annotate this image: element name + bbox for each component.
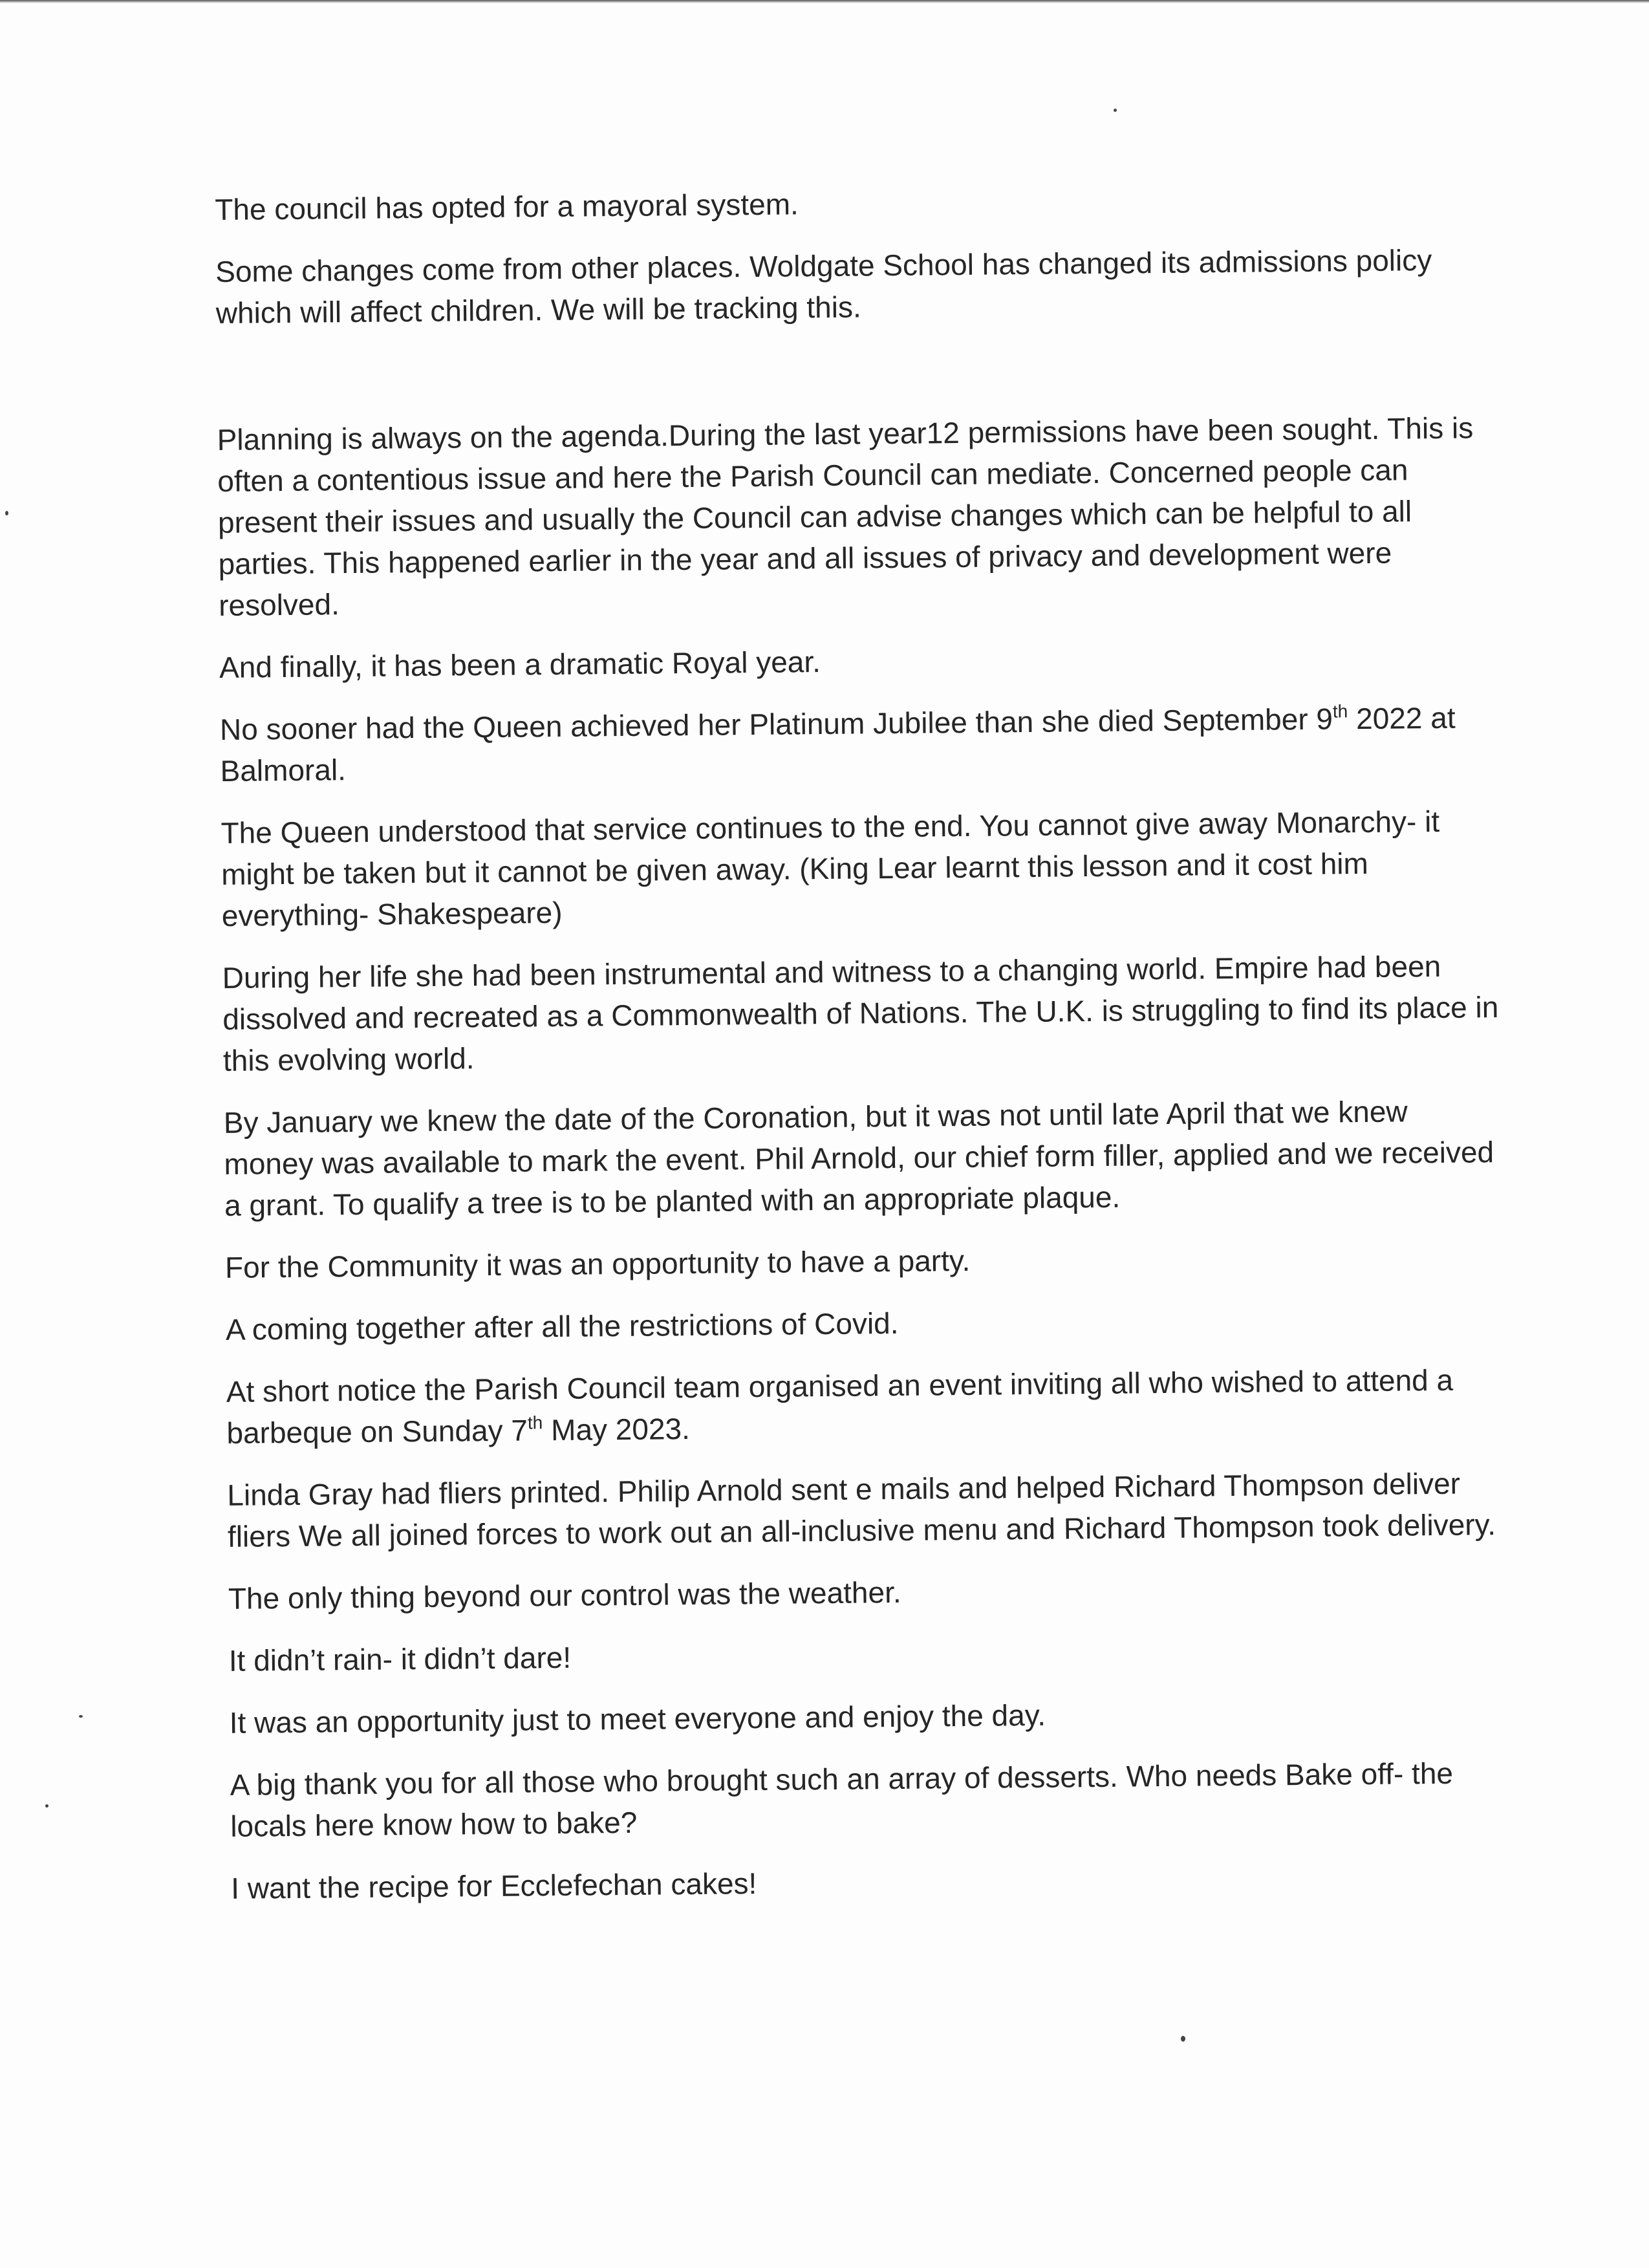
paragraph-community-party: For the Community it was an opportunity to have a party.: [224, 1243, 971, 1284]
paragraph-fliers: Linda Gray had fliers printed. Philip Arnold sent e mails and helped Richard Thompson deliver fliers We all joined forces to work out an all-inclusive menu and Richard Thompson took delivery.: [227, 1466, 1496, 1553]
paragraph-queen-died: [220, 697, 1501, 792]
ordinal-suffix: th: [1332, 701, 1348, 722]
paragraph-planning: Planning is always on the agenda.During the last year12 permissions have been sought. This is often a contentious issue and here the Parish Council can mediate. Concerned people can present their issues and usually the Council can advise changes which can be helpful to all parties. This happened earlier in the year and all issues of privacy and development were resolved.: [217, 411, 1474, 622]
paragraph-coming-together: A coming together after all the restrictions of Covid.: [225, 1306, 899, 1346]
paragraph-didnt-rain: It didn’t rain- it didn’t dare!: [228, 1640, 572, 1678]
scan-speck: [5, 511, 8, 515]
document-body: [215, 177, 1512, 1930]
paragraph-barbeque-post: May 2023.: [543, 1412, 691, 1447]
paragraph-service: The Queen understood that service continues to the end. You cannot give away Monarchy- it might be taken but it cannot be given away. (King Lear learnt this lesson and it cost him everything- Shakespeare): [221, 804, 1440, 933]
paragraph-changing-world: During her life she had been instrumental and witness to a changing world. Empire had been dissolved and recreated as a Commonwealth of Nations. The U.K. is struggling to find its place in this evolving world.: [222, 949, 1499, 1077]
ordinal-suffix: th: [527, 1412, 543, 1433]
paragraph-woldgate-school: Some changes come from other places. Woldgate School has changed its admissions policy which will affect children. We will be tracking this.: [215, 243, 1432, 330]
paragraph-ecclefechan: I want the recipe for Ecclefechan cakes!: [230, 1866, 757, 1905]
scan-top-edge: [0, 0, 1649, 3]
paragraph-desserts: A big thank you for all those who brought such an array of desserts. Who needs Bake off- the locals here know how to bake?: [230, 1756, 1454, 1843]
blank-gap: [216, 342, 1497, 419]
paragraph-weather: The only thing beyond our control was the weather.: [228, 1575, 901, 1615]
paragraph-queen-died-post: 2022 at Balmoral.: [220, 700, 1456, 788]
scan-speck: [45, 1804, 48, 1808]
paragraph-coronation-grant: By January we knew the date of the Coronation, but it was not until late April that we knew money was available to mark the event. Phil Arnold, our chief form filler, applied and we received a grant. To qualify a tree is to be planted with an appropriate plaque.: [223, 1094, 1494, 1222]
paragraph-meet-everyone: It was an opportunity just to meet everyone and enjoy the day.: [229, 1698, 1046, 1740]
scan-speck: [1114, 109, 1117, 112]
scan-speck: [1181, 2036, 1185, 2042]
paragraph-queen-died-pre: No sooner had the Queen achieved her Platinum Jubilee than she died September 9: [219, 702, 1333, 746]
paragraph-barbeque-event: [226, 1359, 1507, 1454]
paragraph-barbeque-pre: At short notice the Parish Council team organised an event inviting all who wished to attend a barbeque on Sunday 7: [226, 1363, 1454, 1450]
paragraph-royal-year: And finally, it has been a dramatic Royal year.: [219, 645, 821, 684]
paragraph-mayoral-system: The council has opted for a mayoral system.: [215, 187, 799, 226]
scan-speck: [79, 1715, 83, 1718]
